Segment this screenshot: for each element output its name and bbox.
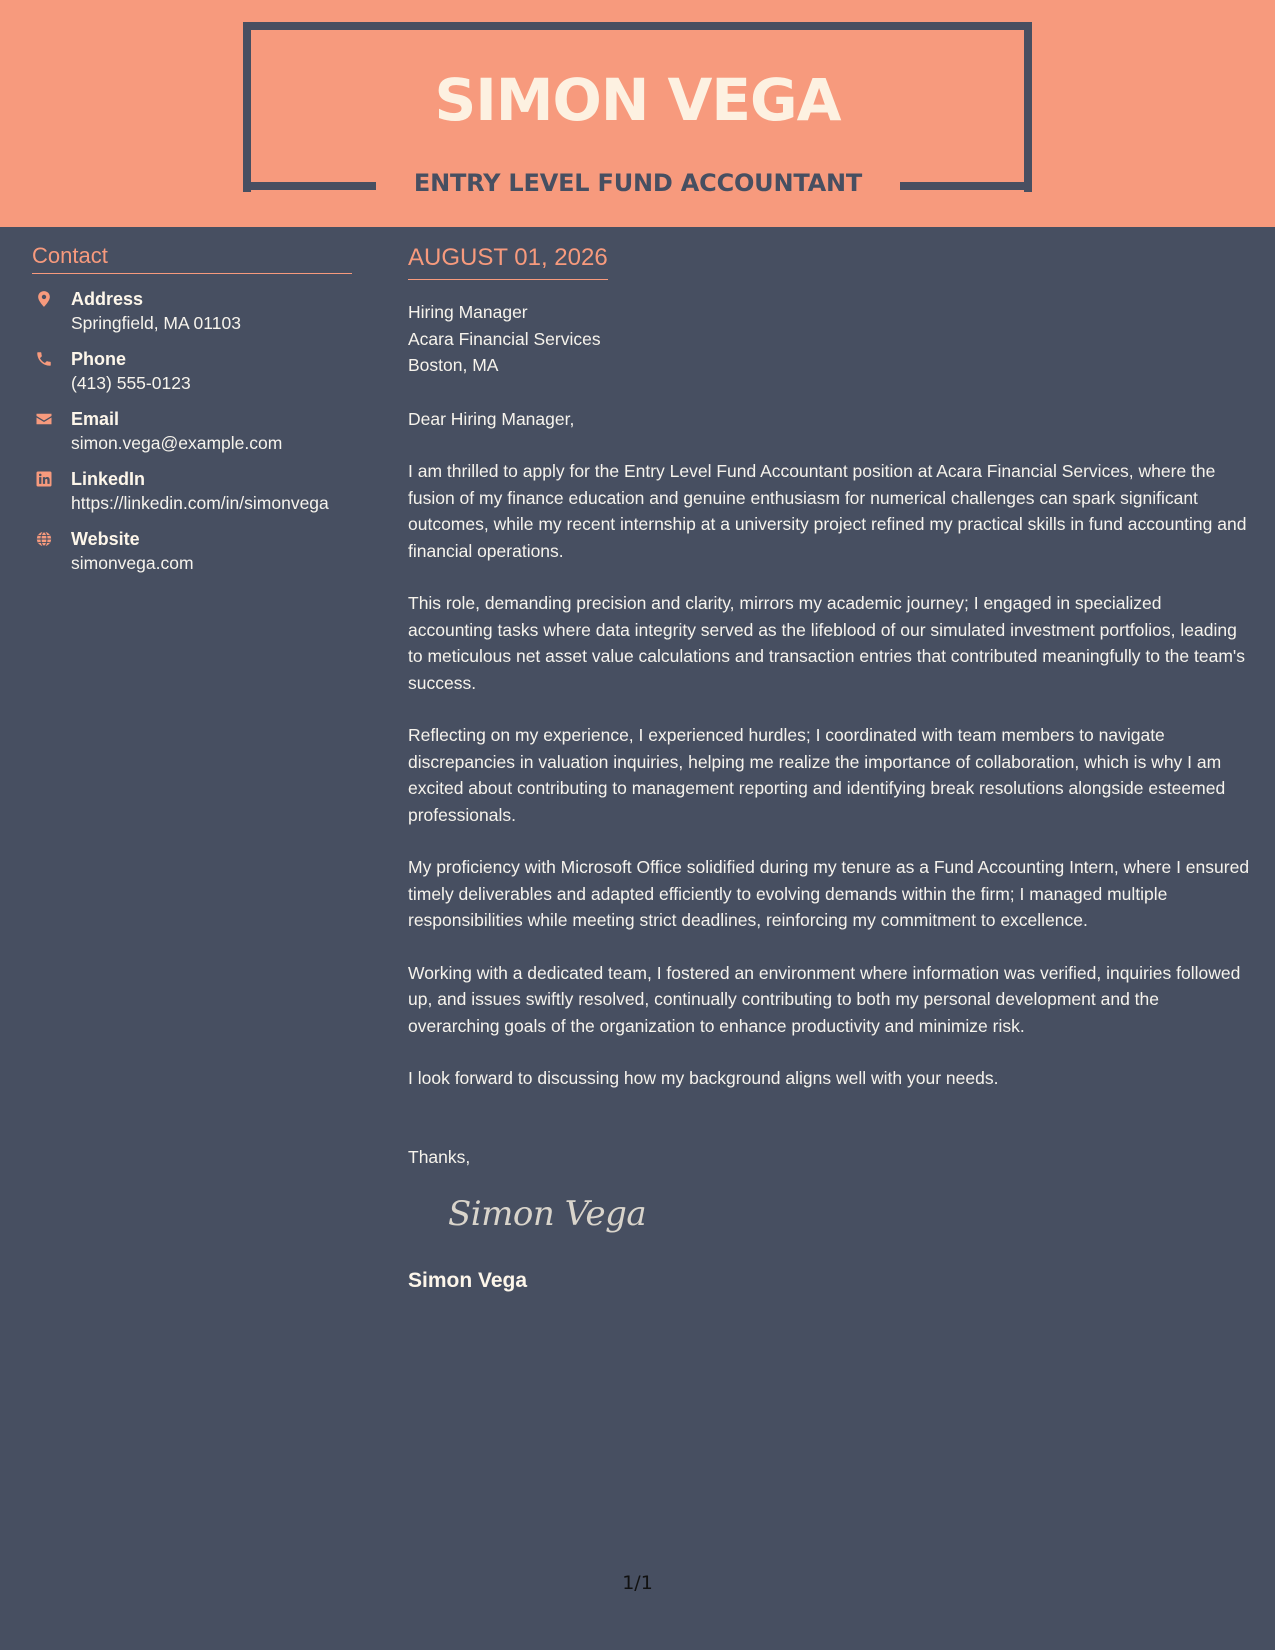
recipient-line: Boston, MA: [408, 355, 499, 375]
location-pin-icon: [35, 290, 53, 308]
contact-label-website: Website: [71, 529, 140, 549]
linkedin-icon: [35, 470, 53, 488]
header-banner: [0, 0, 1275, 227]
recipient-block: [408, 299, 1250, 379]
letter-paragraph: My proficiency with Microsoft Office solidified during my tenure as a Fund Accounting Intern, where I ensured timely deliverables and adapted efficiently to evolving demands within the firm; I managed multiple responsibilities while meeting strict deadlines, reinforcing my commitment to excellence.: [408, 857, 1250, 930]
letter-paragraph: I look forward to discussing how my background aligns well with your needs.: [408, 1068, 999, 1088]
contact-sidebar: [32, 242, 352, 587]
contact-item-linkedin: [32, 467, 352, 515]
contact-value-address: Springfield, MA 01103: [71, 313, 241, 333]
contact-value-linkedin[interactable]: https://linkedin.com/in/simonvega: [71, 493, 329, 513]
salutation: Dear Hiring Manager,: [408, 408, 575, 429]
contact-value-email[interactable]: simon.vega@example.com: [71, 433, 283, 453]
letter-paragraph: This role, demanding precision and clarity, mirrors my academic journey; I engaged in specialized accounting tasks where data integrity served as the lifeblood of our simulated investment portfolios, leading to meticulous net asset value calculations and transaction entries that contributed meaningfully to the team's success.: [408, 593, 1246, 693]
letter-date: AUGUST 01, 2026: [408, 242, 608, 280]
applicant-name: SIMON VEGA: [434, 66, 841, 134]
closing: Thanks,: [408, 1146, 471, 1167]
contact-value-phone: (413) 555-0123: [71, 373, 191, 393]
envelope-icon: [35, 410, 53, 428]
letter-paragraph: Working with a dedicated team, I fostered an environment where information was verified, inquiries followed up, and issues swiftly resolved, continually contributing to both my personal development and the overarching goals of the organization to enhance productivity and minimize risk.: [408, 962, 1241, 1036]
contact-item-phone: [32, 347, 352, 395]
phone-icon: [35, 350, 53, 368]
contact-label-phone: Phone: [71, 349, 127, 369]
contact-item-website: [32, 527, 352, 575]
signed-name: Simon Vega: [408, 1269, 528, 1292]
globe-icon: [35, 530, 53, 548]
handwritten-signature: Simon Vega: [448, 1194, 647, 1234]
letter-paragraph: I am thrilled to apply for the Entry Level Fund Accountant position at Acara Financial Services, where the fusion of my finance education and genuine enthusiasm for numerical challenges can spark significant outcomes, while my recent internship at a university project refined my practical skills in fund accounting and financial operations.: [408, 461, 1247, 561]
contact-label-email: Email: [71, 409, 120, 429]
page-number: 1/1: [622, 1572, 653, 1594]
recipient-line: Hiring Manager: [408, 302, 528, 322]
header-frame-bottom-right: [900, 182, 1032, 190]
contact-item-email: [32, 407, 352, 455]
contact-label-address: Address: [71, 289, 144, 309]
job-title: ENTRY LEVEL FUND ACCOUNTANT: [413, 169, 863, 197]
header-frame-bottom-left: [243, 182, 376, 190]
contact-label-linkedin: LinkedIn: [71, 469, 146, 489]
contact-value-website[interactable]: simonvega.com: [71, 553, 194, 573]
recipient-line: Acara Financial Services: [408, 328, 601, 349]
letter-body: [408, 242, 1250, 1295]
contact-heading: Contact: [32, 242, 352, 274]
letter-paragraph: Reflecting on my experience, I experienced hurdles; I coordinated with team members to navigate discrepancies in valuation inquiries, helping me realize the importance of collaboration, which is why I am excited about contributing to management reporting and identifying break resolutions alongside esteemed professionals.: [408, 725, 1226, 825]
contact-item-address: [32, 287, 352, 335]
